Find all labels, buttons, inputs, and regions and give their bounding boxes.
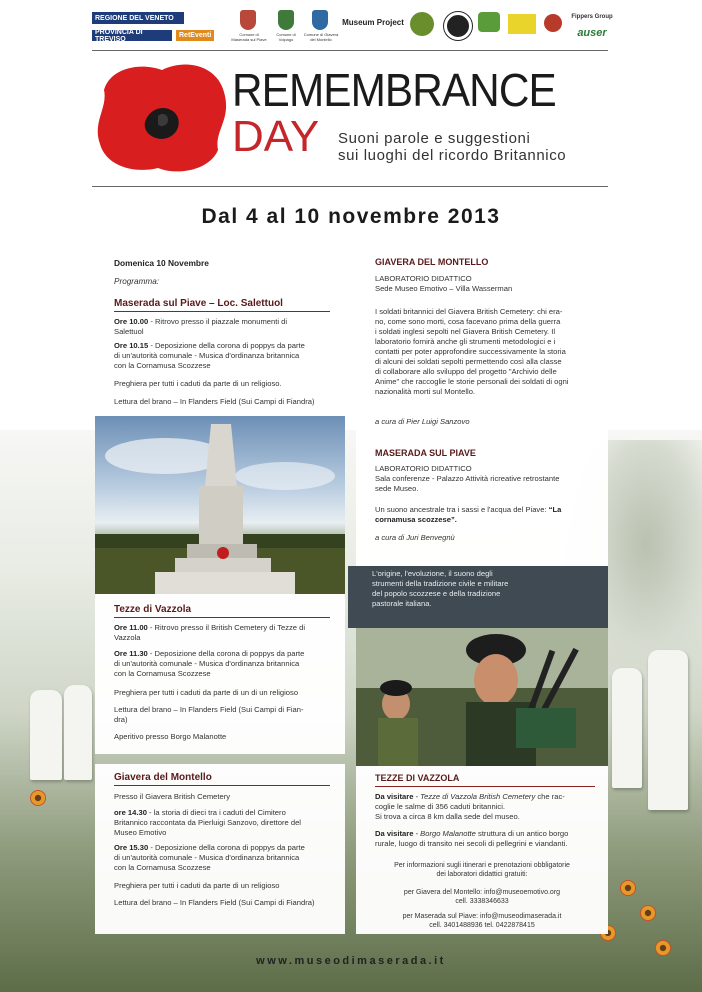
reading-text: Lettura del brano – In Flanders Field (Sui Campi di Fian- dra)	[114, 705, 304, 724]
section-rule	[375, 786, 595, 787]
credit-text: a cura di Juri Benvegnù	[375, 533, 455, 542]
section-heading-giavera: Giavera del Montello	[114, 772, 212, 783]
divider	[92, 186, 608, 187]
day-heading: Domenica 10 Novembre	[114, 258, 209, 268]
memorial-photo	[95, 416, 345, 594]
event-dates: Dal 4 al 10 novembre 2013	[201, 205, 501, 228]
location-text: Presso il Giavera British Cemetery	[114, 792, 231, 801]
schedule-item: Ore 15.30 - Deposizione della corona di poppys da parte di un'autorità comunale - Musica d'ordinanza britannica con la Cornamusa Scozzese	[114, 843, 305, 872]
bagpiper-illustration	[356, 628, 608, 766]
subtitle	[338, 130, 566, 164]
fippers-logo: Fippers Group	[571, 14, 613, 20]
lab-description: Un suono ancestrale tra i sassi e l'acqua del Piave: “La cornamusa scozzese”.	[375, 505, 562, 524]
reading-text: Lettura del brano – In Flanders Field (Sui Campi di Fiandra)	[114, 898, 315, 907]
comune-crest-icon	[278, 10, 294, 30]
poppy-icon	[92, 58, 232, 178]
museum-emblem-icon	[410, 12, 434, 36]
flower	[655, 940, 671, 956]
aperitivo-text: Aperitivo presso Borgo Malanotte	[114, 732, 227, 741]
sponsor-emblem-icon	[544, 14, 562, 32]
pro-loco-logo-icon	[478, 12, 500, 32]
schedule-item: Ore 11.00 - Ritrovo presso il British Cemetery di Tezze di Vazzola	[114, 623, 306, 642]
reteventi-logo: RetEventi	[176, 30, 214, 41]
visit-item: Da visitare - Borgo Malanotte struttura di un antico borgo rurale, luogo di transito nei secoli di pellegrini e viandanti.	[375, 829, 569, 848]
section-rule	[114, 617, 330, 618]
website-link[interactable]: www.museodimaserada.it	[256, 955, 446, 967]
headstone	[64, 685, 92, 780]
section-rule	[114, 311, 330, 312]
museum-project-logo: Museum Project	[342, 18, 404, 27]
headstone	[30, 690, 62, 780]
page-title: REMEMBRANCE	[232, 64, 556, 116]
comune-crest-icon	[312, 10, 328, 30]
lab-location: Sede Museo Emotivo – Villa Wasserman	[375, 284, 513, 293]
prayer-text: Preghiera per tutti i caduti da parte di un religioso.	[114, 379, 282, 388]
info-text: Per informazioni sugli itinerari e prenotazioni obbligatorie dei laboratori didattici gratuiti:	[394, 862, 570, 878]
comune-crest-icon	[240, 10, 256, 30]
contact-giavera: per Giavera del Montello: info@museoemotivo.org cell. 3338346633	[403, 889, 561, 905]
page-title-day: DAY	[232, 112, 320, 161]
section-heading-tezze: Tezze di Vazzola	[114, 604, 192, 615]
headstone	[612, 668, 642, 788]
flower	[640, 905, 656, 921]
sponsor-logos	[92, 8, 612, 48]
flower	[30, 790, 46, 806]
headstone	[648, 650, 688, 810]
reading-text: Lettura del brano – In Flanders Field (Sui Campi di Fiandra)	[114, 397, 315, 406]
section-heading-maserada-lab: MASERADA SUL PIAVE	[375, 448, 476, 458]
contact-maserada: per Maserada sul Piave: info@museodimaserada.it cell. 3401488936 tel. 0422878415	[402, 913, 562, 929]
section-rule	[114, 785, 330, 786]
lab-location: Sala conferenze - Palazzo Attività ricreative retrostante sede Museo.	[375, 474, 560, 493]
divider	[92, 50, 608, 51]
comune-label: Comune di Maserada sul Piave	[231, 32, 267, 42]
bagpiper-photo	[356, 628, 608, 766]
section-heading-tezze-visit: TEZZE DI VAZZOLA	[375, 773, 460, 783]
schedule-item: Ore 10.15 - Deposizione della corona di poppys da parte di un'autorità comunale - Musica d'ordinanza britannica con la Cornamusa Scozzese	[114, 341, 305, 370]
lab-title: LABORATORIO DIDATTICO	[375, 274, 472, 283]
prayer-text: Preghiera per tutti i caduti da parte di un di un religioso	[114, 688, 299, 697]
comune-label: Comune di Giavera del Montello	[303, 32, 339, 42]
schedule-item: Ore 10.00 - Ritrovo presso il piazzale monumenti di Salettuol	[114, 317, 288, 336]
schedule-item: ore 14.30 - la storia di dieci tra i caduti del Cimitero Britannico raccontata da Pierluigi Sanzovo, direttore del Museo Emotivo	[114, 808, 301, 837]
provincia-treviso-logo: PROVINCIA DI TREVISO	[92, 30, 172, 41]
subtitle-line-2: sui luoghi del ricordo Britannico	[338, 147, 567, 164]
programma-label: Programma:	[114, 277, 160, 286]
quote-text: L'origine, l'evoluzione, il suono degli strumenti della tradizione civile e militare del popolo scozzese e della tradizione pastorale italiana.	[372, 569, 509, 608]
comune-label: Comune di Volpago	[276, 32, 296, 42]
memorial-illustration	[95, 416, 345, 594]
flower	[620, 880, 636, 896]
prayer-text: Preghiera per tutti i caduti da parte di un religioso	[114, 881, 280, 890]
section-heading-salettuol: Maserada sul Piave – Loc. Salettuol	[114, 298, 283, 309]
regione-veneto-logo: REGIONE DEL VENETO	[92, 12, 184, 24]
auser-logo: auser	[577, 27, 607, 39]
camera-logo-icon	[444, 12, 472, 40]
visit-item: Da visitare - Tezze di Vazzola British Cemetery che rac- coglie le salme di 356 caduti britannici. Si trova a circa 8 km dalla sede del museo.	[375, 792, 565, 821]
lab-description: I soldati britannici del Giavera British Cemetery: chi era- no, come sono morti, cosa facevano prima della guerra i soldati inglesi sepolti nel Giavera British Cemetery. Il laboratorio fornirà anche gli strumenti metodologici e i contatti per poter approfondire successivamente la storia di alcuni dei soldati sepolti permettendo così alla classe di collaborare allo sviluppo del progetto "Archivio delle Anime" che raccoglie le storie personali dei soldati di ogni nazionalità morti sul Montello.	[375, 307, 569, 396]
credit-text: a cura di Pier Luigi Sanzovo	[375, 417, 470, 426]
subtitle-line-1: Suoni parole e suggestioni	[338, 130, 531, 147]
sponsor-logo	[508, 14, 536, 34]
section-heading-giavera-lab: GIAVERA DEL MONTELLO	[375, 257, 489, 267]
lab-title: LABORATORIO DIDATTICO	[375, 464, 472, 473]
schedule-item: Ore 11.30 - Deposizione della corona di poppys da parte di un'autorità comunale - Musica d'ordinanza britannica con la Cornamusa Scozzese	[114, 649, 305, 678]
